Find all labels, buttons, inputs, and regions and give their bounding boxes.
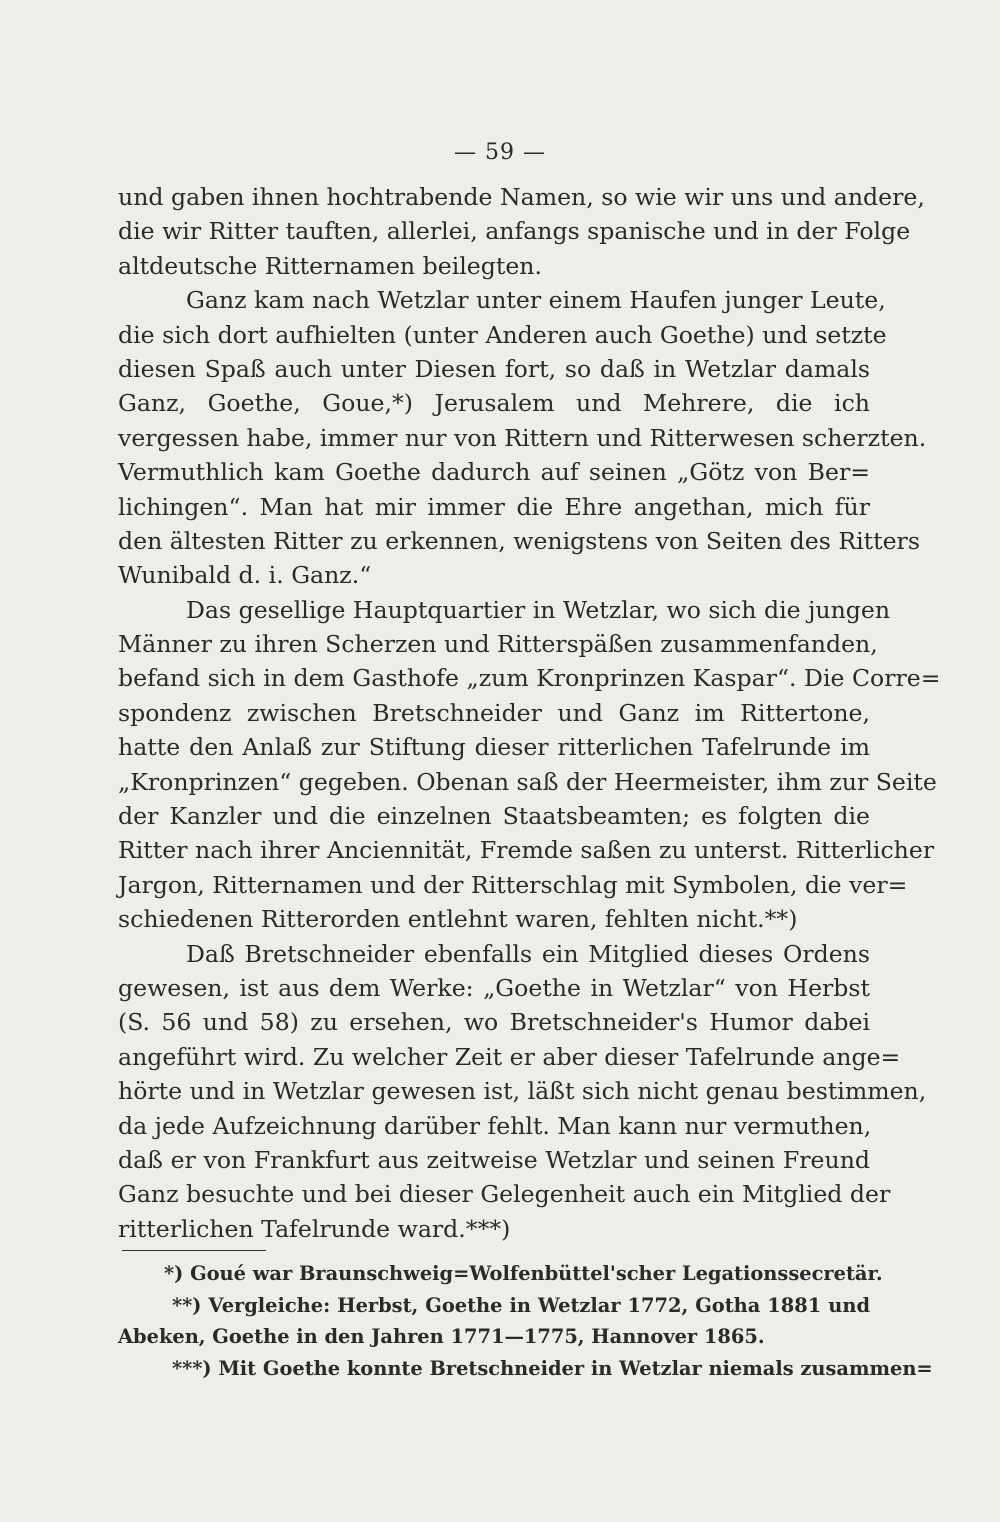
text-line: hörte und in Wetzlar gewesen ist, läßt sich nicht genau bestimmen,: [118, 1077, 927, 1106]
footnote: *) Goué war Braunschweig=Wolfenbüttel'scher Legationssecretär.: [164, 1262, 883, 1285]
text-line: lichingen“. Man hat mir immer die Ehre angethan, mich für: [118, 492, 870, 521]
text-line: Ganz kam nach Wetzlar unter einem Haufen junger Leute,: [186, 286, 886, 315]
text-line: die wir Ritter tauften, allerlei, anfangs spanische und in der Folge: [118, 217, 911, 246]
text-line: gewesen, ist aus dem Werke: „Goethe in Wetzlar“ von Herbst: [118, 973, 870, 1002]
footnote: Abeken, Goethe in den Jahren 1771—1775, Hannover 1865.: [118, 1325, 765, 1348]
text-line: spondenz zwischen Bretschneider und Ganz im Rittertone,: [118, 698, 870, 727]
body-text: [118, 180, 941, 1246]
text-line: und gaben ihnen hochtrabende Namen, so wie wir uns und andere,: [118, 183, 925, 211]
text-line: Ritter nach ihrer Anciennität, Fremde saßen zu unterst. Ritterlicher: [118, 836, 935, 865]
text-line: Daß Bretschneider ebenfalls ein Mitglied dieses Ordens: [186, 939, 870, 968]
footnote: **) Vergleiche: Herbst, Goethe in Wetzlar 1772, Gotha 1881 und: [172, 1293, 870, 1317]
text-line: Das gesellige Hauptquartier in Wetzlar, wo sich die jungen: [186, 595, 891, 624]
text-line: schiedenen Ritterorden entlehnt waren, fehlten nicht.**): [118, 905, 798, 934]
text-line: hatte den Anlaß zur Stiftung dieser ritterlichen Tafelrunde im: [118, 733, 870, 762]
text-line: ritterlichen Tafelrunde ward.***): [118, 1214, 511, 1243]
text-line: Männer zu ihren Scherzen und Ritterspäßen zusammenfanden,: [118, 630, 878, 659]
text-line: der Kanzler und die einzelnen Staatsbeamten; es folgten die: [118, 802, 870, 831]
text-line: diesen Spaß auch unter Diesen fort, so daß in Wetzlar damals: [118, 354, 870, 383]
text-line: den ältesten Ritter zu erkennen, wenigstens von Seiten des Ritters: [118, 526, 920, 555]
text-line: angeführt wird. Zu welcher Zeit er aber dieser Tafelrunde ange=: [118, 1042, 901, 1071]
text-line: die sich dort aufhielten (unter Anderen auch Goethe) und setzte: [118, 320, 887, 349]
text-line: befand sich in dem Gasthofe „zum Kronprinzen Kaspar“. Die Corre=: [118, 664, 941, 693]
text-line: da jede Aufzeichnung darüber fehlt. Man kann nur vermuthen,: [118, 1111, 872, 1140]
footnotes: [118, 1258, 933, 1384]
text-line: (S. 56 und 58) zu ersehen, wo Bretschneider's Humor dabei: [118, 1008, 870, 1037]
text-line: Ganz, Goethe, Goue,*) Jerusalem und Mehrere, die ich: [118, 389, 870, 418]
page-number: — 59 —: [454, 140, 546, 165]
text-line: Jargon, Ritternamen und der Ritterschlag mit Symbolen, die ver=: [118, 870, 908, 899]
text-line: Wunibald d. i. Ganz.“: [118, 561, 372, 590]
text-line: Vermuthlich kam Goethe dadurch auf seinen „Götz von Ber=: [118, 458, 870, 487]
footnote: ***) Mit Goethe konnte Bretschneider in Wetzlar niemals zusammen=: [172, 1356, 933, 1380]
text-line: „Kronprinzen“ gegeben. Obenan saß der Heermeister, ihm zur Seite: [118, 767, 937, 796]
footnote-separator: [122, 1250, 266, 1251]
text-line: daß er von Frankfurt aus zeitweise Wetzlar und seinen Freund: [118, 1145, 870, 1174]
text-line: altdeutsche Ritternamen beilegten.: [118, 251, 542, 280]
text-line: Ganz besuchte und bei dieser Gelegenheit auch ein Mitglied der: [118, 1180, 891, 1209]
text-line: vergessen habe, immer nur von Rittern und Ritterwesen scherzten.: [118, 423, 927, 452]
